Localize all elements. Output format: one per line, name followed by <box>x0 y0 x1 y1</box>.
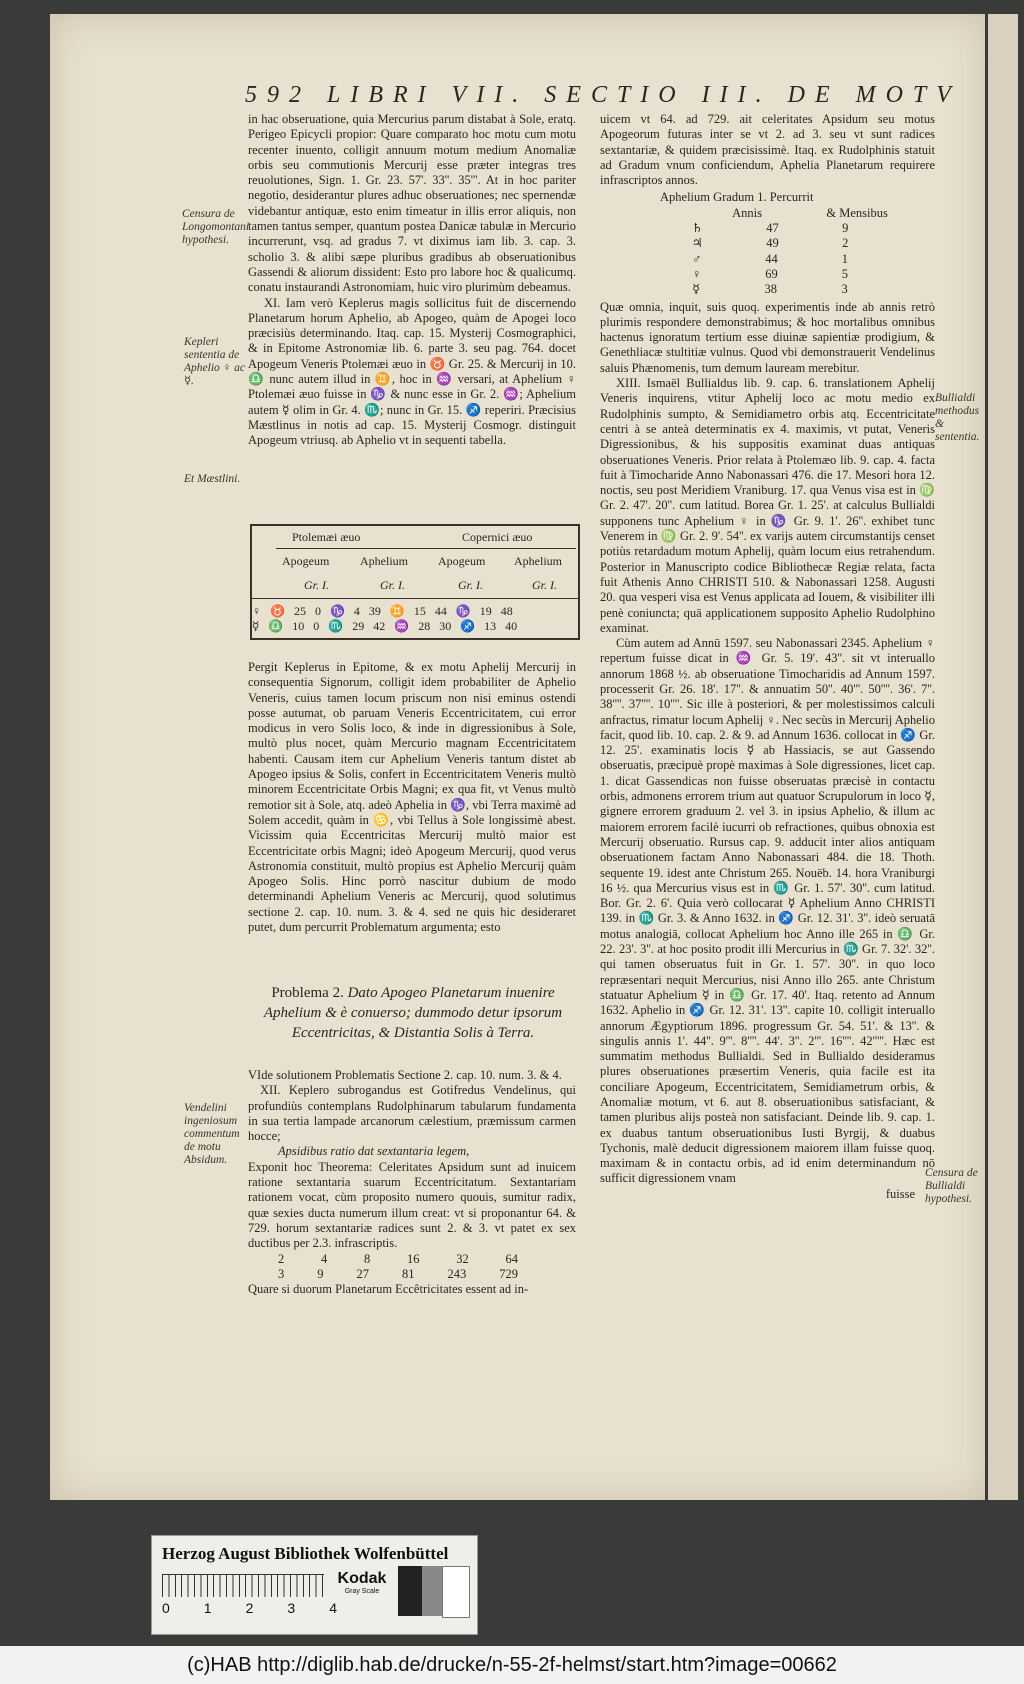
aphelium-title: Aphelium Gradum 1. Percurrit <box>660 190 814 205</box>
years-cell: 69 <box>765 266 778 281</box>
number-cell: 243 <box>447 1266 467 1281</box>
paragraph: uicem vt 64. ad 729. ait celeritates Apsidum seu motus Apogeorum futuras inter se vt 2. ad 3. seu vt sunt radices sextantariæ, & quidem præcisissimè. Itaq. ex Rudolphinis statuit ad Gradum vnum conficiendum, Aphelia Planetarum requirere infrascriptos annos. <box>600 112 935 188</box>
paragraph: XII. Keplero subrogandus est Gotifredus Vendelinus, qui profundiùs contemplans Rudolphinarum tabularum fundamenta in sua tertia lampade arcanorum cælestium, præmissum carmen hocce; <box>248 1083 576 1144</box>
planet-symbol: ♃ <box>691 236 703 251</box>
ruler-number: 0 <box>162 1600 170 1616</box>
number-cell: 4 <box>321 1251 328 1266</box>
aphelium-table <box>250 524 580 640</box>
months-cell: 3 <box>841 282 848 297</box>
table-head-cell: Aphelium <box>514 554 562 568</box>
table-head-cell: Apogeum <box>438 554 486 568</box>
number-cell: 9 <box>317 1266 324 1281</box>
number-row-powers-3 <box>278 1267 518 1282</box>
aphelium-row <box>660 267 880 282</box>
aphelium-head <box>660 206 920 221</box>
copyright-footer: (c)HAB http://diglib.hab.de/drucke/n-55-2f-helmst/start.htm?image=00662 <box>0 1646 1024 1684</box>
months-cell: 2 <box>842 236 849 251</box>
number-cell: 16 <box>407 1251 420 1266</box>
number-cell: 8 <box>364 1251 371 1266</box>
margin-note-bullialdi-methodus: Bullialdi methodus & sententia. <box>935 392 980 443</box>
number-cell: 81 <box>402 1266 415 1281</box>
verse-line: Apsidibus ratio dat sextantaria legem, <box>278 1144 470 1159</box>
table-head-ptolemaei: Ptolemæi æuo <box>292 530 361 544</box>
months-cell: 1 <box>841 251 848 266</box>
table-unit-cell: Gr. I. <box>532 578 558 592</box>
brand-name: Kodak <box>337 1570 387 1587</box>
paragraph: Quæ omnia, inquit, suis quoq. experimentis inde ab annis retrò plurimis respondere demonstrabimus; & hoc mortalibus omnibus hactenus ignoratum tertium esse diuinæ sapientiæ prodigium, & Genethliacæ stultitiæ vulnus. Quod vbi demonstrauerit Vendelinus saluis Phænomenis, tum demum lauream merebitur. <box>600 299 935 375</box>
kodak-logo <box>332 1570 392 1595</box>
aphelium-row <box>660 236 880 251</box>
table-row: ♀ ♉ 25 0 ♑ 4 39 ♊ 15 44 ♑ 19 48 <box>252 604 513 618</box>
planet-symbol: ♂ <box>691 251 702 266</box>
months-cell: 5 <box>841 266 848 281</box>
number-cell: 2 <box>278 1251 285 1266</box>
planet-symbol: ♀ <box>691 266 702 281</box>
planet-symbol: ☿ <box>692 282 700 297</box>
paragraph: XI. Iam verò Keplerus magis sollicitus fuit de discernendo Planetarum horum Aphelio, ab Apogeo, quàm de Apogei loco præcisiùs determinando. Itaq. cap. 15. Mysterij Cosmographici, & in Epitome Astronomiæ lib. 6. parte 3. seu pag. 764. docet Apogeum Veneris Ptolemæi æuo in ♉ Gr. 25. & Mercurij in 10. ♎ nunc autem illud in ♊, hoc in ♒ versari, at Aphelium ♀ Ptolemæi æuo fuisse in ♑ & nunc esse in Gr. 2. ♒; Aphelium autem ☿ olim in Gr. 4. ♏; nunc in Gr. 15. ♐ reperiri. Præcisius Mæstlinus in notis ad cap. 15. Mysterij Cosmogr. distinguit Apogeum vtriusq. ab Aphelio vt in sequenti tabella. <box>248 295 576 448</box>
aphelium-head-cell: Annis <box>732 205 763 220</box>
years-cell: 38 <box>764 282 777 297</box>
running-header: 592 LIBRI VII. SECTIO III. DE MOTV <box>245 82 961 108</box>
margin-note-vendelini: Vendelini ingeniosum commentum de motu Absidum. <box>184 1102 240 1166</box>
aphelium-row <box>660 221 880 236</box>
years-cell: 47 <box>766 221 779 236</box>
paragraph: Cùm autem ad Annū 1597. seu Nabonassari 2345. Aphelium ♀ repertum fuisse dicat in ♒ Gr. 5. 19'. 43''. sit vt interuallo annorum 1868 ½. ab obseruatione Timocharidis ad Annum 1597. processerit Gr. 26. 18'. 17''. & annuatim 50''. 40'''. 50''''. 36'. 7''. 38''''. 37''''. 10''''. Sic ille à posteriori, & per molestissimos calculi anfractus, rimatur locum Aphelij ♀. Nec secùs in Mercurij Aphelio facit, quod lib. 10. cap. 2. & 9. ad Annum 1636. collocat in ♐ Gr. 12. 25'. examinatis locis ☿ ab Hassiacis, se aut Gassendo obseruatis, præcipuè propè maximas à Sole digressiones, licet cap. 1. dicat Gassendicas non fuisse obseruatas præcisè in contactu orbis, admonens errorem trium aut quatuor Scrupulorum in loco ☿, gignere errorem graduum 2. vel 3. in ipsius Aphelio, & illum ac maiorem errorem facilè iucurri ob refractiones, quibus obnoxia est Mercurij obseruatio. Rursus cap. 9. adducit inter alios antiquam obseruationem factam Anno Nabonassari 484. die 18. Thoth. sequente 19. idest ante Christum 265. Nouëb. 14. hora Vraniburgi 16 ½. qua Mercurius visus est in ♏ Gr. 1. 57'. 30''. cum latitud. Bor. Gr. 2. 6'. Quia verò collocarat ☿ Aphelium Anno CHRISTI 139. in ♏ Gr. 3. & Anno 1632. in ♐ Gr. 12. 31'. 3''. ideò seruatā motus analogiā, collocat Aphelium hoc Anno ille 265 in ♎ Gr. 22. 23'. 3''. at hoc posito prodit illi Mercurius in ♏ Gr. 7. 32'. 32''. qui tamen obseruatus fuit in Gr. 1. 57'. 30''. in quo loco repræsentari nequit Mercurius, nisi Anno illo 265. ante Christum statuatur Aphelium ☿ in ♎ Gr. 17. 40'. Itaq. retento ad Annum 1632. Aphelio in ♐ Gr. 12. 31'. 13''. capite 10. colligit interuallo annorum Ægyptiorum 1896. progressum Gr. 54. 51'. & 13''. & singulis annis 1'. 44''. 9'''. 8''''. 44'. 3''. 2'''. 16''''. 42'''''. Hæc est summatim methodus Bullialdi. Sed in Bullialdo desideramus plures obseruationes præsertim Veneris, quia facile est ita conciliare Apogeum, Eccentricitatem, Semidiametrum orbis, & Anomaliæ motum, vt 6. aut 8. obseruationibus satisfaciant, & tamen pluribus alijs posteà non satisfaciant. Deinde lib. 9. cap. 1. ex duabus tantum obseruationibus Iusti Byrgij, & duabus Tychonis, malè deducit digressionem maiorem illam fuisse quoq. maximam & in contactu orbis, ad id enim determinandum nō sufficit digressionem vnam <box>600 636 935 1186</box>
problem-title <box>248 983 578 1043</box>
ruler-numbers <box>162 1600 337 1616</box>
table-unit-cell: Gr. I. <box>304 578 330 592</box>
ruler-number: 4 <box>329 1600 337 1616</box>
ruler-number: 2 <box>245 1600 254 1616</box>
margin-note-kepleri-sententia: Kepleri sententia de Aphelio ♀ ac ☿. <box>184 336 245 387</box>
number-row-powers-2 <box>278 1252 518 1267</box>
aphelium-row <box>660 282 880 297</box>
table-unit-cell: Gr. I. <box>458 578 484 592</box>
left-column-middle <box>248 660 576 935</box>
paragraph: XIII. Ismaël Bullialdus lib. 9. cap. 6. translationem Aphelij Veneris inquirens, vtitur Aphelij loco ac motu medio ex Rudolphinis sumpto, & Semidiametro orbis atq. Eccentricitate centri à se anteà determinatis ex 4. maximis, vt putat, Veneris Digressionibus, & his suppositis examinat duas antiquas obseruationes Veneris. Prior relata à Ptolemæo lib. 9. cap. 4. facta fuit à Timocharide Anno Nabonassari 476. die 17. Mesori hora 12. noctis, seu post Meridiem Vraniburg. 17. qua Venus visa est in ♍ Gr. 2. 47'. 20''. cum latitud. Borea Gr. 1. 25'. at calculus Bullialdi supponens tunc Aphelium ♀ in ♑ Gr. 9. 1'. 26''. exhibet tunc Venerem in ♍ Gr. 2. 9'. 54''. ex varijs autem circumstantijs censet potiùs retardadum motum Aphelij, quàm locum eius retrahendum. Posterior in Manuscripto codice Bibliothecæ Regiæ relata, facta fuit Athenis Anno CHRISTI 510. & Nabonassari 1258. Augusti 20. qua vesperi visa est Venus applicata ad Iouem, & visibiliter illi penè coniuncta; quā applicationem supposito Aphelio Rudolphino examinat. <box>600 376 935 635</box>
table-unit-cell: Gr. I. <box>380 578 406 592</box>
paragraph: Exponit hoc Theorema: Celeritates Apsidum sunt ad inuicem ratione sextantaria suarum Eccentricitatum. Sextantariam rationem vocat, cùm proposito numero quouis, sumitur radix, quæ sexies ducta numerum illum creat: vt si proponantur 64. & 729. horum sextantariæ radices sunt 2. & 3. vt patet ex sex ductibus per 2.3. infrascriptis. <box>248 1159 576 1251</box>
right-column <box>600 112 935 1202</box>
table-rule <box>252 598 578 599</box>
number-cell: 64 <box>505 1251 518 1266</box>
planet-symbol: ♄ <box>691 221 703 236</box>
aphelium-head-cell: & Mensibus <box>826 205 888 220</box>
gray-swatch-light <box>442 1566 470 1618</box>
aphelium-row <box>660 252 880 267</box>
number-cell: 32 <box>456 1251 469 1266</box>
years-cell: 44 <box>765 251 778 266</box>
gray-swatch-mid <box>422 1566 442 1616</box>
library-name: Herzog August Bibliothek Wolfenbüttel <box>162 1544 449 1563</box>
paragraph: Quare si duorum Planetarum Eccêtricitates essent ad in- <box>248 1282 529 1297</box>
table-head-cell: Apogeum <box>282 554 330 568</box>
paragraph: VIde solutionem Problematis Sectione 2. cap. 10. num. 3. & 4. <box>248 1068 562 1082</box>
left-column-top <box>248 112 576 449</box>
paragraph: in hac obseruatione, quia Mercurius parum distabat à Sole, eratq. Perigeo Epicycli propior: Quare comparato hoc motu cum motu recenter inuento, colligit annuum motum medium Anomaliæ orbis seu commutionis Mercurij esse præter integras tres reuolutiones, Sign. 1. Gr. 23. 57'. 33''. 35'''. At in hoc pariter negotio, desiderantur plures adhuc obseruationes; nec spernendæ videbantur antiquæ, esto enim timeatur in illis error aliquis, non tamen tantus semper, quantum postea Danicæ tabulæ in Mercurio incurrerunt, vsq. ad gradus 7. vt diximus iam lib. 3. cap. 3. scholio 3. & alibi sæpe pluribus gradibus ab obseruationibus Gassendi & aliorum dissident: Esto pro labore hoc & qualicumq. conatu instaurandi Astronomiam, huic viro plurimùm debeamus. <box>248 112 576 295</box>
problem-number: Problema 2. <box>271 985 344 1001</box>
ruler-scale <box>162 1574 324 1597</box>
problem-statement: Dato Apogeo Planetarum inuenire Aphelium & è conuerso; dummodo detur ipsorum Eccentricitas, & Distantia Solis à Terra. <box>263 985 563 1041</box>
paragraph: Pergit Keplerus in Epitome, & ex motu Aphelij Mercurij in consequentia Signorum, colligit idem probabiliter de Aphelio Veneris, cuius tamen locum priscum non nisi eminus ostendi posse autumat, ob paruam Veneris Eccentricitatem, cui error modicus in vero Solis loco, & inde in digressionibus à Sole, multò plus nocet, quàm Mercurio magnam Eccentricitatem habenti. Causam item cur Aphelium Veneris tantum distet ab Apogeo ipsius & Solis, confert in Eccentricitatem Veneris multò minorem Eccentricitate Orbis Magni; ex qua fit, vt Venus multò remotior sit à Sole, atq. adeò Aphelia in ♑, vbi Terra maximè ad Solem accedit, quàm in ♋, vbi Tellus à Sole longissimè abest. Vicissim quia Eccentricitas Mercurij multò maior est Eccentricitate orbis Magni; ideò Apogeum Mercurij, quod verus Astronomia constituit, multò propius est Aphelio Mercurij quàm Apogeo Solis. Hinc porrò nascitur dubium de modo determinandi Aphelium Veneris ac Mercurij, quod solutimus sectione 2. cap. 10. num. 3. & 4. sed ne quis hic desideraret putet, dum percurrit Problematum argumenta; esto <box>248 660 576 935</box>
number-cell: 27 <box>356 1266 369 1281</box>
ruler-number: 3 <box>287 1600 296 1616</box>
months-cell: 9 <box>842 221 849 236</box>
years-cell: 49 <box>766 236 779 251</box>
table-rule <box>276 548 576 549</box>
margin-note-censura-longomontani: Censura de Longomontani hypothesi. <box>182 208 250 246</box>
ruler-number: 1 <box>203 1600 212 1616</box>
table-row: ☿ ♎ 10 0 ♏ 29 42 ♒ 28 30 ♐ 13 40 <box>252 619 518 633</box>
margin-note-maestlini: Et Mæstlini. <box>184 473 241 485</box>
number-cell: 729 <box>499 1266 518 1281</box>
table-head-cell: Aphelium <box>360 554 408 568</box>
next-page-edge <box>988 14 1018 1500</box>
table-head-copernici: Copernici æuo <box>462 530 533 544</box>
left-column-bottom <box>248 1068 576 1297</box>
number-cell: 3 <box>278 1266 285 1281</box>
catchword: fuisse <box>885 1186 915 1201</box>
gray-swatch-dark <box>398 1566 422 1616</box>
aphelium-list <box>600 190 935 297</box>
margin-note-censura-bullialdi: Censura de Bullialdi hypothesi. <box>925 1167 978 1205</box>
color-chart <box>151 1535 478 1635</box>
brand-subtitle: Gray Scale <box>344 1588 380 1595</box>
